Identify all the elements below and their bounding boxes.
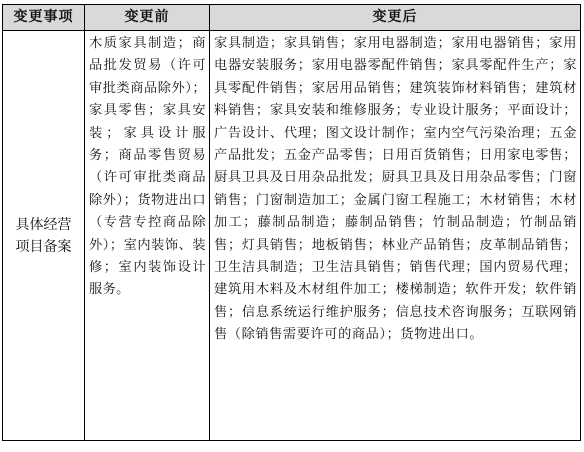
change-record-table [2,4,581,441]
cell-before-change: 木质家具制造；商品批发贸易（许可审批类商品除外）；家具零售；家具安装；家具设计服务；商品零售贸易（许可审批类商品除外）；货物进出口（专营专控商品除外）；室内装饰、装修；室内装饰设计服务。 [85,31,210,441]
header-after-change: 变更后 [210,5,581,31]
cell-change-item: 具体经营项目备案 [3,31,85,441]
header-change-item: 变更事项 [3,5,85,31]
table-row [3,31,581,441]
cell-after-change: 家具制造；家具销售；家用电器制造；家用电器销售；家用电器安装服务；家用电器零配件销售；家具零配件生产；家具零配件销售；家居用品销售；建筑装饰材料销售；建筑材料销售；家具安装和维修服务；专业设计服务；平面设计；广告设计、代理；图文设计制作；室内空气污染治理；五金产品批发；五金产品零售；日用百货销售；日用家电零售；厨具卫具及日用杂品批发；厨具卫具及日用杂品零售；门窗销售；门窗制造加工；金属门窗工程施工；木材销售；木材加工；藤制品制造；藤制品销售；竹制品制造；竹制品销售；灯具销售；地板销售；林业产品销售；皮革制品销售；卫生洁具制造；卫生洁具销售；销售代理；国内贸易代理；建筑用木料及木材组件加工；楼梯制造；软件开发；软件销售；信息系统运行维护服务；信息技术咨询服务；互联网销售（除销售需要许可的商品）；货物进出口。 [210,31,581,441]
table-header-row [3,5,581,31]
header-before-change: 变更前 [85,5,210,31]
